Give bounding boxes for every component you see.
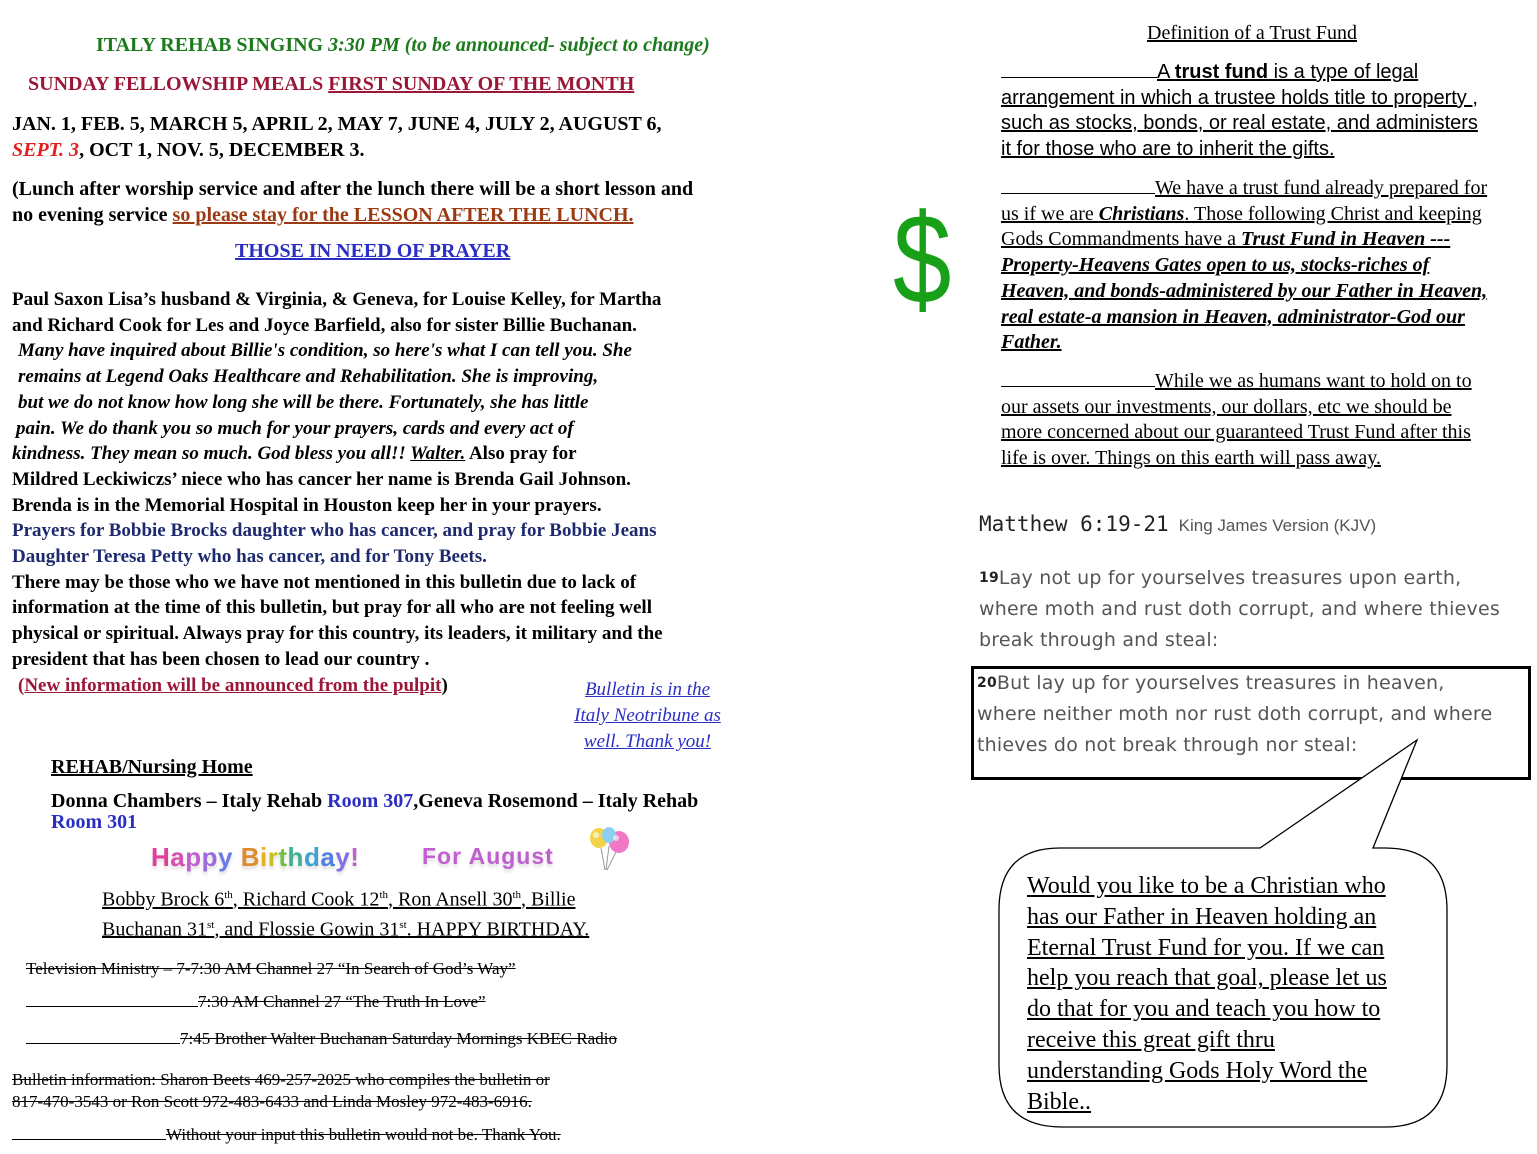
def-rest: is a type of legal (1268, 61, 1419, 83)
neotribune-note[interactable] (560, 677, 735, 755)
ordinal-suffix: th (224, 889, 233, 901)
trust-line-3 (1001, 227, 1487, 253)
dates-line-2 (12, 137, 662, 163)
trust-line: real estate-a mansion in Heaven, administrator-God our (1001, 305, 1465, 328)
bubble-line: do that for you and teach you how to (1027, 996, 1381, 1023)
scripture-reference (979, 512, 1376, 536)
bday-ron: , Ron Ansell 30 (388, 888, 513, 911)
definition-title: Definition of a Trust Fund (1147, 22, 1358, 44)
ordinal-suffix: st (206, 918, 215, 931)
trust-line: Heaven, and bonds-administered by our Father in Heaven, (1001, 279, 1488, 302)
def-a: A (1157, 61, 1175, 83)
lunch-line-2 (12, 202, 693, 228)
rehab-singing-title: ITALY REHAB SINGING (96, 34, 324, 56)
walter-signature: Walter. (410, 443, 466, 465)
humans-line: more concerned about our guaranteed Trust Fund after this (1001, 421, 1471, 444)
trust-fund-definition (1001, 60, 1478, 163)
prayer-line: Paul Saxon Lisa’s husband & Virginia, & Geneva, for Louise Kelley, for Martha (12, 289, 662, 310)
trust-line-2 (1001, 202, 1487, 228)
tv-line-3-leader (26, 1043, 180, 1044)
humans-line-1-text: While we as humans want to hold on to (1155, 370, 1472, 392)
lunch-note (12, 176, 693, 228)
bubble-line: help you reach that goal, please let us (1027, 965, 1387, 992)
billie-update-line: but we do not know how long she will be there. Fortunately, she has little (18, 391, 589, 413)
tv-line-3-text: 7:45 Brother Walter Buchanan Saturday Mornings KBEC Radio (180, 1029, 617, 1048)
verse-line: thieves do not break through nor steal: (977, 734, 1358, 756)
prayer-line: Daughter Teresa Petty who has cancer, and for Tony Beets. (12, 546, 487, 568)
bubble-text (1027, 871, 1387, 1117)
bday-bobby: Bobby Brock 6 (102, 888, 225, 911)
humans-leader (1001, 386, 1155, 387)
new-info-link[interactable]: New information will be announced from the pulpit (24, 674, 442, 696)
def-line: arrangement in which a trustee holds title to property , (1001, 86, 1478, 109)
humans-line-1 (1001, 369, 1472, 395)
bubble-line: receive this great gift thru (1027, 1026, 1275, 1053)
room-307: Room 307 (327, 790, 414, 812)
verse-line: break through and steal: (979, 629, 1219, 651)
bday-flossie: , and Flossie Gowin 31 (214, 918, 400, 941)
birthday-list (102, 883, 589, 942)
ordinal-suffix: th (512, 889, 522, 901)
scripture-version: King James Version (KJV) (1178, 516, 1377, 535)
dates-line-1: JAN. 1, FEB. 5, MARCH 5, APRIL 2, MAY 7, JUNE 4, JULY 2, AUGUST 6, (12, 113, 662, 135)
birthday-line-1 (102, 883, 589, 913)
verse-number: 20 (977, 675, 997, 691)
prayer-line: information at the time of this bulletin, but pray for all who are not feeling well (12, 597, 652, 619)
verse-line: But lay up for yourselves treasures in heaven, (996, 672, 1445, 694)
trust-l2c: . Those following Christ and keeping (1184, 202, 1482, 225)
rehab-heading: REHAB/Nursing Home (51, 756, 253, 778)
prayer-heading[interactable]: THOSE IN NEED OF PRAYER (235, 240, 511, 262)
also-pray: Also pray for (465, 443, 577, 465)
rehab-singing-line (96, 34, 710, 57)
bubble-line: has our Father in Heaven holding an (1027, 903, 1377, 930)
def-line: it for those who are to inherit the gifts. (1001, 138, 1335, 161)
neotribune-line: well. Thank you! (583, 731, 712, 752)
billie-update-line: remains at Legend Oaks Healthcare and Rehabilitation. She is improving, (18, 366, 599, 388)
prayer-line: physical or spiritual. Always pray for this country, its leaders, it military and the (12, 623, 663, 645)
verse-line: where neither moth nor rust doth corrupt, and where (977, 703, 1493, 725)
rehab-geneva: ,Geneva Rosemond – Italy Rehab (413, 790, 699, 812)
bulletin-info (12, 1069, 550, 1113)
bday-richard: , Richard Cook 12 (232, 888, 380, 911)
lunch-line-2-pre: no evening service (12, 204, 173, 226)
def-line: such as stocks, bonds, or real estate, and administers (1001, 112, 1478, 135)
rehab-singing-time: 3:30 PM (to be announced- subject to change) (328, 34, 710, 56)
tv-line-2-leader (26, 1006, 198, 1007)
tv-line-1: Television Ministry – 7-7:30 AM Channel 27 “In Search of God’s Way” (26, 959, 516, 978)
scripture-ref: Matthew 6:19-21 (979, 512, 1169, 536)
christians-word: Christians (1098, 202, 1185, 225)
verse-number: 19 (979, 570, 999, 586)
prayer-list (12, 287, 663, 698)
bubble-line: Eternal Trust Fund for you. If we can (1027, 934, 1385, 961)
trust-line-1-text: We have a trust fund already prepared for (1155, 177, 1488, 199)
trust-fund-heaven (1001, 176, 1487, 356)
trust-line: Father. (1001, 331, 1062, 354)
trust-line-1 (1001, 176, 1487, 202)
thanks-leader (12, 1139, 166, 1140)
tv-line-2-text: 7:30 AM Channel 27 “The Truth In Love” (198, 992, 486, 1011)
humans-line: life is over. Things on this earth will pass away. (1001, 447, 1381, 470)
birthday-line-2 (102, 913, 589, 943)
rehab-donna: Donna Chambers – Italy Rehab (51, 790, 328, 812)
bubble-line: understanding Gods Holy Word the (1027, 1057, 1368, 1084)
fellowship-dates (12, 111, 662, 163)
bulletin-thanks-text: Without your input this bulletin would not be. Thank You. (166, 1125, 561, 1144)
trust-l3a: Gods Commandments have a (1001, 228, 1241, 251)
trust-l2a: us if we are (1001, 202, 1099, 225)
billie-update-line: kindness. They mean so much. God bless you all!! (12, 443, 411, 465)
bulletin-thanks (12, 1125, 561, 1145)
verse-line: where moth and rust doth corrupt, and where thieves (979, 598, 1500, 620)
bday-closing: . HAPPY BIRTHDAY. (406, 918, 590, 941)
bday-billie: , Billie (521, 888, 576, 911)
prayer-line: There may be those who we have not mentioned in this bulletin due to lack of (12, 571, 637, 593)
prayer-line: president that has been chosen to lead our country . (12, 648, 430, 670)
bulletin-info-line: Bulletin information: Sharon Beets 469-257-2025 who compiles the bulletin or (12, 1070, 550, 1089)
bulletin-info-line: 817-470-3543 or Ron Scott 972-483-6433 and Linda Mosley 972-483-6916. (12, 1092, 532, 1111)
bubble-line: Bible.. (1027, 1088, 1091, 1115)
humans-paragraph (1001, 369, 1472, 472)
paren-close: ) (441, 674, 448, 696)
billie-update-line: Many have inquired about Billie's condition, so here's what I can tell you. She (18, 340, 632, 362)
stay-for-lesson-link[interactable]: so please stay for the LESSON AFTER THE LUNCH. (172, 204, 634, 226)
def-leader (1001, 77, 1157, 78)
verse-19 (979, 563, 1500, 656)
sept-date: SEPT. 3 (12, 139, 80, 161)
billie-update-line: pain. We do thank you so much for your prayers, cards and every act of (16, 417, 574, 439)
verse-line: Lay not up for yourselves treasures upon earth, (998, 567, 1462, 589)
prayer-line: Mildred Leckiwiczs’ niece who has cancer her name is Brenda Gail Johnson. (12, 468, 631, 490)
room-301: Room 301 (51, 811, 138, 833)
rehab-line-1 (51, 791, 698, 812)
trust-line: Property-Heavens Gates open to us, stocks-riches of (1001, 254, 1430, 277)
def-line-1 (1001, 60, 1478, 86)
trust-leader (1001, 193, 1155, 194)
prayer-line: Prayers for Bobbie Brocks daughter who has cancer, and pray for Bobbie Jeans (12, 520, 657, 542)
dollar-sign-icon: $ (893, 188, 952, 331)
lunch-line-1: (Lunch after worship service and after the lunch there will be a short lesson and (12, 178, 694, 200)
fellowship-line (28, 73, 634, 96)
def-trust-fund-term: trust fund (1174, 61, 1269, 83)
humans-line: our assets our investments, our dollars, etc we should be (1001, 395, 1452, 418)
tv-line-2 (26, 992, 486, 1012)
prayer-line: Brenda is in the Memorial Hospital in Houston keep her in your prayers. (12, 494, 602, 516)
prayer-line: and Richard Cook for Les and Joyce Barfield, also for sister Billie Buchanan. (12, 314, 637, 336)
billie-update-last (12, 441, 663, 467)
balloons-icon (585, 826, 633, 872)
neotribune-line: Bulletin is in the (584, 679, 711, 700)
fellowship-title: SUNDAY FELLOWSHIP MEALS (28, 73, 324, 95)
neotribune-line: Italy Neotribune as (574, 705, 721, 726)
ordinal-suffix: st (399, 918, 407, 931)
paren-open: ( (18, 674, 25, 696)
dates-line-2-rest: , OCT 1, NOV. 5, DECEMBER 3. (79, 139, 365, 161)
tv-line-3 (26, 1029, 617, 1049)
ordinal-suffix: th (379, 889, 388, 901)
fellowship-when: FIRST SUNDAY OF THE MONTH (328, 73, 635, 95)
bubble-line: Would you like to be a Christian who (1027, 873, 1386, 899)
happy-birthday-wordart: Happy Birthday! (151, 842, 360, 872)
for-august-wordart: For August (422, 843, 554, 869)
bday-buchanan: Buchanan 31 (102, 918, 207, 941)
trust-l3b: Trust Fund in Heaven --- (1240, 228, 1451, 251)
